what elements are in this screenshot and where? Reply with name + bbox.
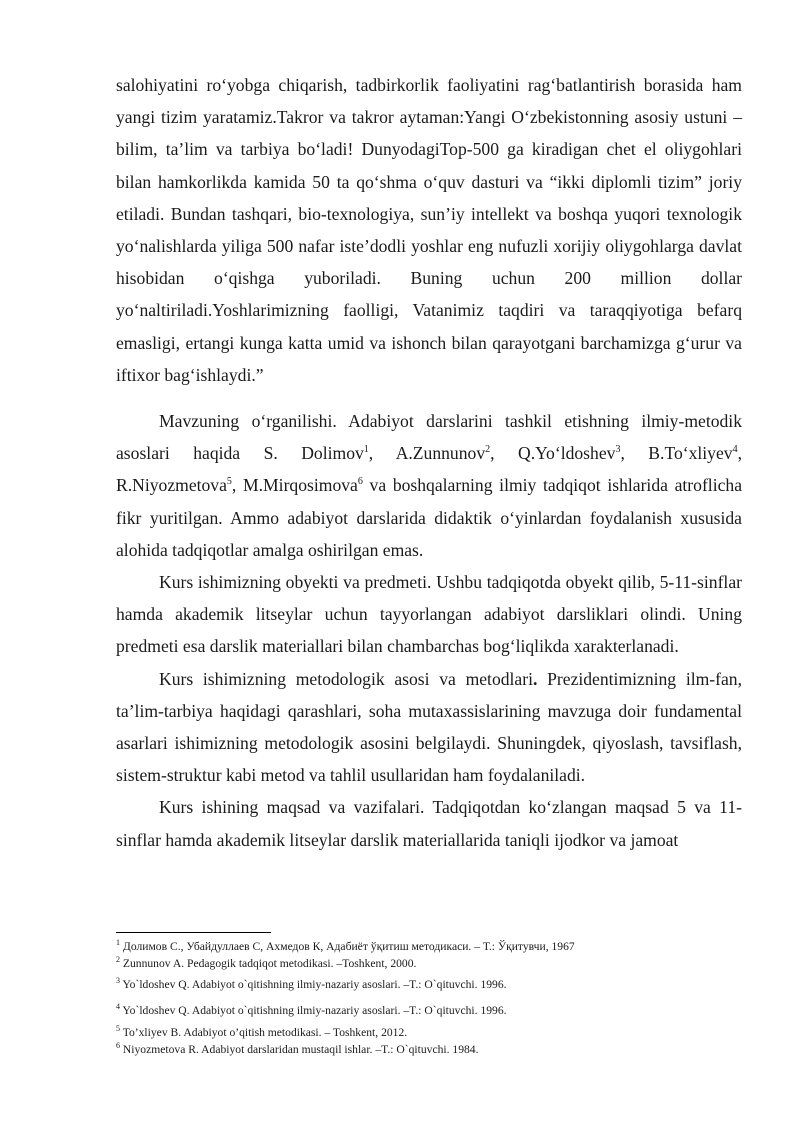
footnote-text: To’xliyev B. Adabiyot o’qitish metodikasi. – Toshkent, 2012. bbox=[122, 1026, 408, 1039]
footnote-text: Niyozmetova R. Adabiyot darslaridan mustaqil ishlar. –T.: O`qituvchi. 1984. bbox=[122, 1043, 479, 1056]
paragraph bbox=[116, 791, 742, 855]
paragraph bbox=[116, 405, 742, 566]
paragraph bbox=[116, 69, 742, 391]
footnote-number: 1 bbox=[116, 938, 120, 947]
footnote-reference: 3 bbox=[615, 444, 621, 456]
paragraph-text: Kurs ishining maqsad va vazifalari. Tadqiqotdan ko‘zlangan maqsad 5 va 11-sinflar hamda akademik litseylar darslik materiallarida taniqli ijodkor va jamoat bbox=[116, 797, 742, 850]
footnote bbox=[116, 998, 746, 1024]
footnote-reference: 6 bbox=[357, 476, 363, 488]
paragraph bbox=[116, 566, 742, 663]
footnote-number: 5 bbox=[116, 1024, 120, 1033]
paragraph bbox=[116, 663, 742, 792]
paragraph-text: Prezidentimizning ilm-fan, ta’lim-tarbiya haqidagi qarashlari, soha mutaxassislarining mavzuga doir fundamental asarlari ishimizning metodologik asosini belgilaydi. Shuningdek, qiyoslash, tavsiflash, sistem-struktur kabi metod va tahlil usullaridan ham foydalaniladi. bbox=[116, 668, 742, 786]
paragraph-text: salohiyatini ro‘yobga chiqarish, tadbirkorlik faoliyatini rag‘batlantirish borasida ham yangi tizim yaratamiz.Takror va takror aytaman:Yangi O‘zbekistonning asosiy ustuni – bilim, ta’lim va tarbiya bo‘ladi! DunyodagiTop-500 ga kiradigan chet el oliygohlari bilan hamkorlikda kamida 50 ta qo‘shma o‘quv dasturi va “ikki diplomli tizim” joriy etiladi. Bundan tashqari, bio-texnologiya, sun’iy intellekt va boshqa yuqori texnologik yo‘nalishlarda yiliga 500 nafar iste’dodli yoshlar eng nufuzli xorijiy oliygohlarga davlat hisobidan o‘qishga yuboriladi. Buning uchun 200 million dollar yo‘naltiriladi.Yoshlarimizning faolligi, Vatanimiz taqdiri va taraqqiyotiga befarq emasligi, ertangi kunga katta umid va ishonch bilan qarayotgani barchamizga g‘urur va iftixor bag‘ishlaydi.” bbox=[116, 75, 742, 385]
body-text bbox=[116, 69, 742, 856]
footnote-text: Zunnunov A. Pedagogik tadqiqot metodikasi. –Toshkent, 2000. bbox=[122, 957, 417, 970]
footnote bbox=[116, 955, 746, 972]
paragraph-text: va boshqalarning ilmiy tadqiqot ishlarida atroflicha fikr yuritilgan. Ammo adabiyot darslarida didaktik o‘yinlardan foydalanish xususida alohida tadqiqotlar amalga oshirilgan emas. bbox=[116, 475, 742, 560]
paragraph-text: , A.Zunnunov bbox=[368, 443, 486, 464]
footnote-text: Yo`ldoshev Q. Adabiyot o`qitishning ilmiy-nazariy asoslari. –T.: O`qituvchi. 1996. bbox=[122, 978, 507, 991]
paragraph-text: , Q.Yo‘ldoshev bbox=[490, 443, 616, 464]
footnote-number: 4 bbox=[116, 1002, 120, 1011]
paragraph-text: Kurs ishimizning metodologik asosi va metodlari bbox=[159, 668, 533, 689]
footnote bbox=[116, 938, 746, 955]
footnote bbox=[116, 1024, 746, 1041]
paragraph-text: Kurs ishimizning obyekti va predmeti. Ushbu tadqiqotda obyekt qilib, 5-11-sinflar hamda akademik litseylar uchun tayyorlangan adabiyot darsliklari olindi. Uning predmeti esa darslik materiallari bilan chambarchas bog‘liqlikda xarakterlanadi. bbox=[116, 572, 742, 657]
footnote-reference: 1 bbox=[363, 444, 369, 456]
paragraph-text: Mavzuning o‘rganilishi. Adabiyot darslarini tashkil etishning ilmiy-metodik asoslari haqida S. Dolimov bbox=[116, 411, 742, 464]
footnote-separator bbox=[116, 932, 271, 933]
footnotes bbox=[116, 938, 746, 1058]
footnote-reference: 2 bbox=[485, 444, 491, 456]
footnote-reference: 4 bbox=[732, 444, 738, 456]
footnote-number: 2 bbox=[116, 955, 120, 964]
footnote-number: 6 bbox=[116, 1041, 120, 1050]
footnote-text: Долимов С., Убайдуллаев С, Ахмедов К, Адабиёт ўқитиш методикаси. – Т.: Ўқитувчи, 1967 bbox=[122, 940, 575, 953]
paragraph-text: , B.To‘xliyev bbox=[620, 443, 733, 464]
paragraph-text: , R.Niyozmetova bbox=[116, 443, 742, 496]
paragraph-text: , M.Mirqosimova bbox=[231, 475, 358, 496]
bold-text: . bbox=[533, 668, 538, 689]
footnote bbox=[116, 1041, 746, 1058]
footnote-reference: 5 bbox=[226, 476, 232, 488]
footnote-text: Yo`ldoshev Q. Adabiyot o`qitishning ilmiy-nazariy asoslari. –T.: O`qituvchi. 1996. bbox=[122, 1004, 507, 1017]
footnote-number: 3 bbox=[116, 976, 120, 985]
footnote bbox=[116, 972, 746, 998]
